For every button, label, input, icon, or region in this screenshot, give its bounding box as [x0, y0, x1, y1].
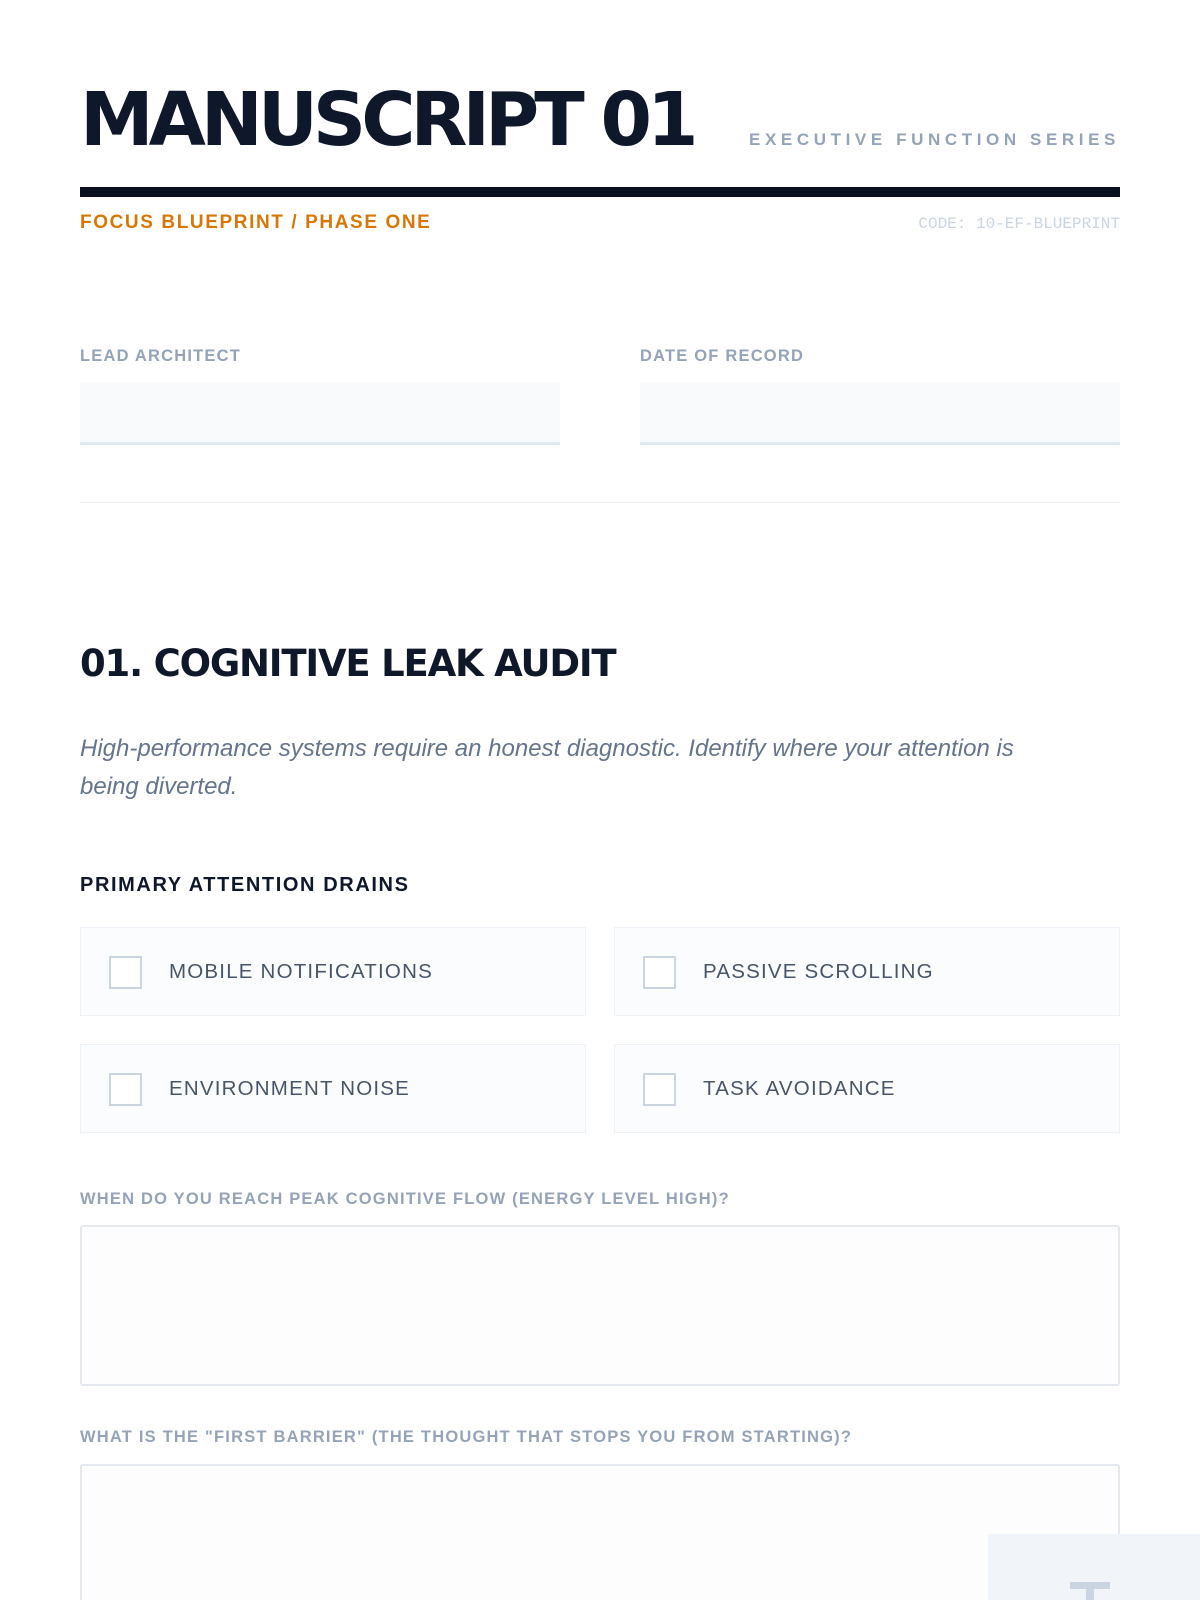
drain-option-label: TASK AVOIDANCE	[703, 1077, 896, 1100]
series-label: EXECUTIVE FUNCTION SERIES	[749, 130, 1120, 149]
checkbox[interactable]	[109, 1073, 142, 1106]
date-of-record-label: DATE OF RECORD	[640, 347, 805, 365]
date-of-record-input[interactable]	[640, 382, 1120, 445]
checkbox[interactable]	[643, 956, 676, 989]
first-barrier-question-label: WHAT IS THE "FIRST BARRIER" (THE THOUGHT THAT STOPS YOU FROM STARTING)?	[80, 1428, 853, 1446]
lead-architect-label: LEAD ARCHITECT	[80, 347, 242, 365]
phase-subtitle: FOCUS BLUEPRINT / PHASE ONE	[80, 212, 432, 233]
date-of-record-group	[640, 345, 1120, 445]
drain-option-task-avoidance[interactable]	[614, 1044, 1120, 1133]
peak-flow-answer-textarea[interactable]	[80, 1225, 1120, 1386]
checkbox[interactable]	[643, 1073, 676, 1106]
text-format-icon	[1070, 1582, 1110, 1600]
drain-option-mobile-notifications[interactable]	[80, 927, 586, 1016]
drains-heading: PRIMARY ATTENTION DRAINS	[80, 874, 410, 896]
peak-flow-question-label: WHEN DO YOU REACH PEAK COGNITIVE FLOW (ENERGY LEVEL HIGH)?	[80, 1190, 730, 1208]
header-divider	[80, 187, 1120, 197]
document-code: CODE: 10-EF-BLUEPRINT	[918, 215, 1120, 233]
header	[80, 77, 1120, 163]
lead-architect-group	[80, 345, 560, 445]
drain-option-label: PASSIVE SCROLLING	[703, 960, 934, 983]
drain-option-label: ENVIRONMENT NOISE	[169, 1077, 410, 1100]
section-divider	[80, 502, 1120, 503]
section-title: 01. COGNITIVE LEAK AUDIT	[80, 642, 616, 685]
checkbox[interactable]	[109, 956, 142, 989]
page-title: MANUSCRIPT 01	[80, 77, 694, 163]
lead-architect-input[interactable]	[80, 382, 560, 445]
drain-option-environment-noise[interactable]	[80, 1044, 586, 1133]
drain-option-label: MOBILE NOTIFICATIONS	[169, 960, 433, 983]
floating-widget[interactable]	[988, 1534, 1200, 1600]
section-description: High-performance systems require an honest diagnostic. Identify where your attention is being diverted.	[80, 735, 1014, 800]
drain-option-passive-scrolling[interactable]	[614, 927, 1120, 1016]
first-barrier-answer-textarea[interactable]	[80, 1464, 1120, 1600]
